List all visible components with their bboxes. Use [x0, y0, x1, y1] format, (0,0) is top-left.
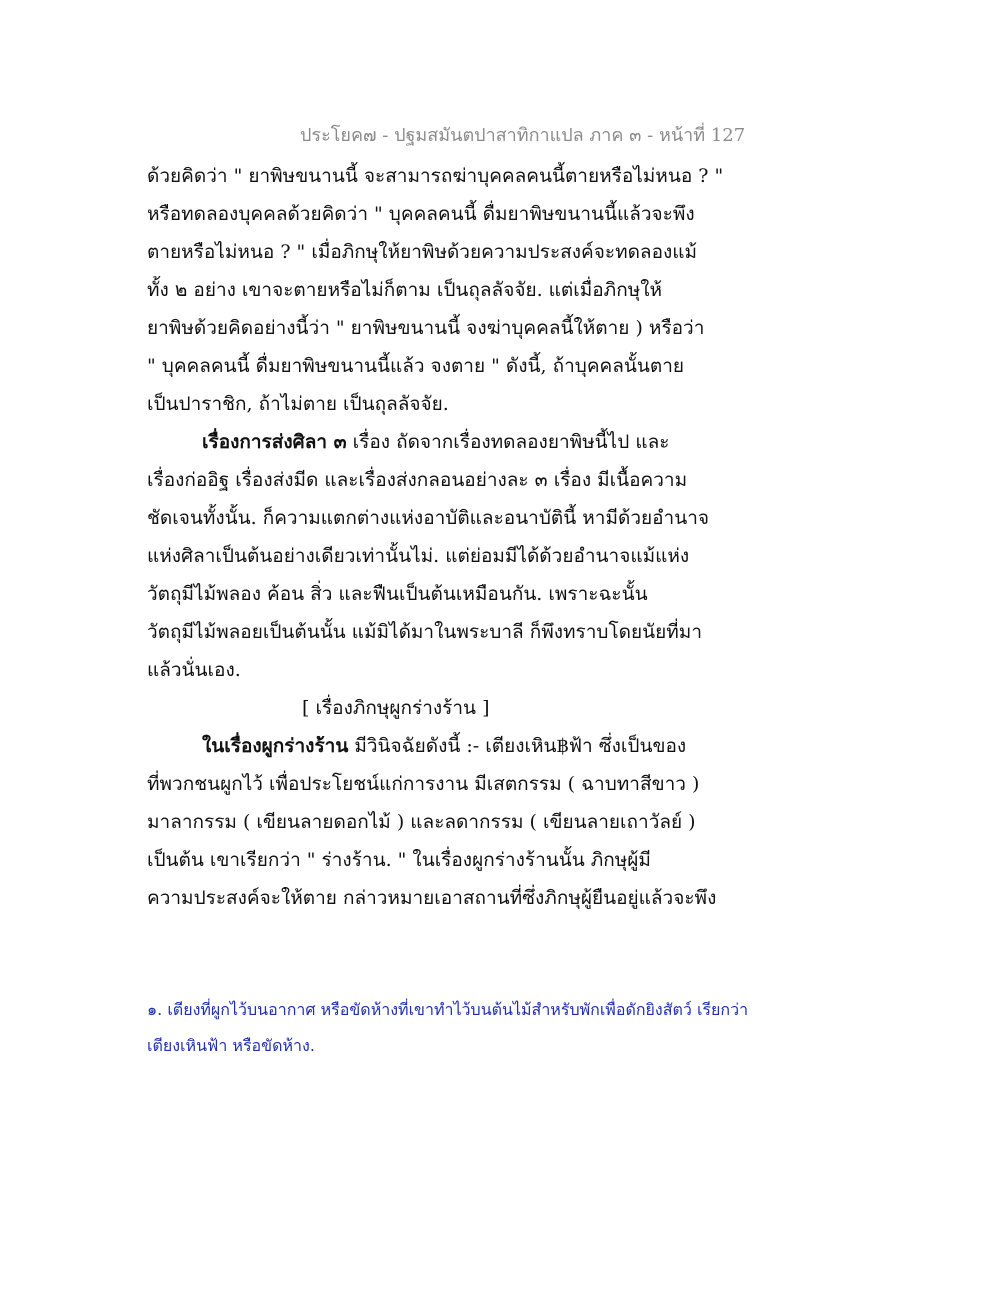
text-line: ยาพิษด้วยคิดอย่างนี้ว่า " ยาพิษขนานนี้ จงฆ่าบุคคลนี้ให้ตาย ) หรือว่า: [147, 317, 705, 339]
text-line: วัตถุมีไม้พลอง ค้อน สิ่ว และฟืนเป็นต้นเหมือนกัน. เพราะฉะนั้น: [147, 583, 648, 605]
footnote-line: เตียงเหินฟ้า หรือขัดห้าง.: [147, 1036, 315, 1055]
footnote: [147, 992, 797, 1064]
text-line: มาลากรรม ( เขียนลายดอกไม้ ) และลดากรรม ( เขียนลายเถาวัลย์ ): [147, 811, 696, 833]
body-text: [147, 157, 727, 917]
section-heading: [ เรื่องภิกษุผูกร่างร้าน ]: [302, 697, 490, 719]
text-line: ความประสงค์จะให้ตาย กล่าวหมายเอาสถานที่ซึ่งภิกษุผู้ยืนอยู่แล้วจะพึง: [147, 887, 717, 909]
text-line: แห่งศิลาเป็นต้นอย่างเดียวเท่านั้นไม่. แต่ย่อมมีได้ด้วยอำนาจแม้แห่ง: [147, 545, 690, 567]
text-line: ด้วยคิดว่า " ยาพิษขนานนี้ จะสามารถฆ่าบุคคลคนนี้ตายหรือไม่หนอ ? ": [147, 165, 724, 187]
text-line: หรือทดลองบุคคลด้วยคิดว่า " บุคคลคนนี้ ดื่มยาพิษขนานนี้แล้วจะพึง: [147, 203, 695, 225]
text-run: เรื่อง ถัดจากเรื่องทดลองยาพิษนี้ไป และ: [346, 431, 670, 453]
paragraph-start: [147, 727, 727, 765]
text-line: วัตถุมีไม้พลอยเป็นต้นนั้น แม้มิได้มาในพระบาลี ก็พึงทราบโดยนัยที่มา: [147, 621, 702, 643]
running-header: ประโยค๗ - ปฐมสมันตปาสาทิกาแปล ภาค ๓ - หน้าที่ 127: [300, 125, 746, 146]
paragraph-start: [147, 423, 727, 461]
footnote-line: ๑. เตียงที่ผูกไว้บนอากาศ หรือขัดห้างที่เขาทำไว้บนต้นไม้สำหรับพักเพื่อดักยิงสัตว์ เรียกว่า: [147, 1000, 749, 1019]
text-line: ทั้ง ๒ อย่าง เขาจะตายหรือไม่ก็ตาม เป็นถุลลัจจัย. แต่เมื่อภิกษุให้: [147, 279, 663, 301]
text-run: มีวินิจฉัยดังนี้ :- เตียงเหิน฿ฟ้า ซึ่งเป็นของ: [348, 735, 687, 757]
text-line: ชัดเจนทั้งนั้น. ก็ความแตกต่างแห่งอาบัติและอนาบัตินี้ หามีด้วยอำนาจ: [147, 507, 710, 529]
text-line: ตายหรือไม่หนอ ? " เมื่อภิกษุให้ยาพิษด้วยความประสงค์จะทดลองแม้: [147, 241, 698, 263]
text-line: เป็นต้น เขาเรียกว่า " ร่างร้าน. " ในเรื่องผูกร่างร้านนั้น ภิกษุผู้มี: [147, 849, 651, 871]
text-line: ที่พวกชนผูกไว้ เพื่อประโยชน์แก่การงาน มีเสตกรรม ( ฉาบทาสีขาว ): [147, 773, 700, 795]
text-line: เรื่องก่ออิฐ เรื่องส่งมีด และเรื่องส่งกลอนอย่างละ ๓ เรื่อง มีเนื้อความ: [147, 469, 688, 491]
text-line: เป็นปาราชิก, ถ้าไม่ตาย เป็นถุลลัจจัย.: [147, 393, 449, 415]
text-line: " บุคคลคนนี้ ดื่มยาพิษขนานนี้แล้ว จงตาย " ดังนี้, ถ้าบุคคลนั้นตาย: [147, 355, 685, 377]
bold-lead: เรื่องการส่งศิลา ๓: [202, 431, 347, 453]
text-line: แล้วนั่นเอง.: [147, 659, 241, 681]
bold-lead: ในเรื่องผูกร่างร้าน: [202, 735, 349, 757]
